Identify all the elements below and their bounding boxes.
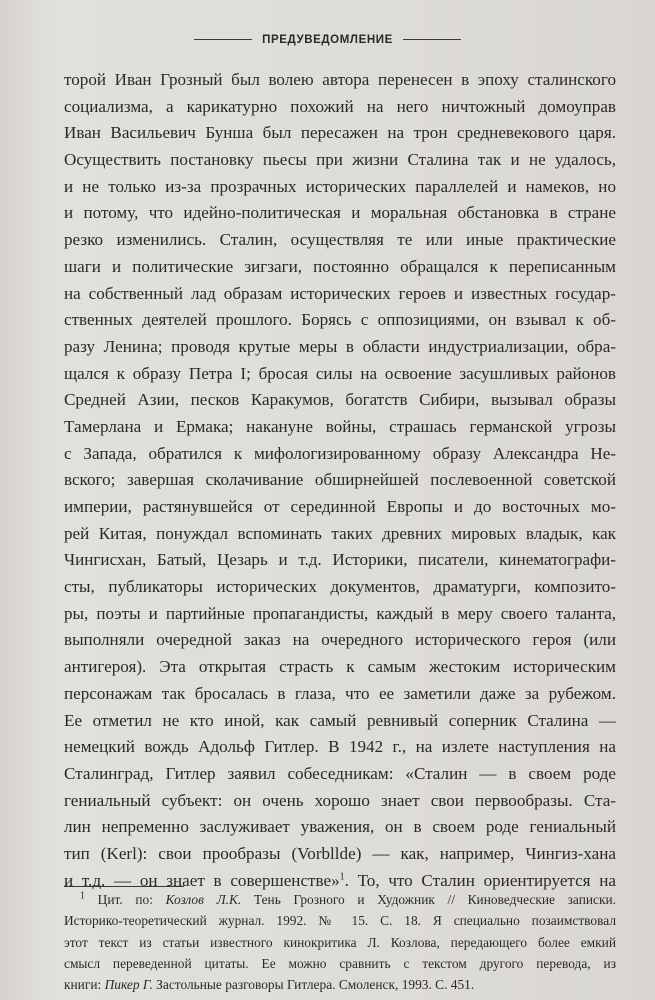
text-line: разу Ленина; проводя крутые меры в области индустриализации, обра-	[64, 336, 616, 356]
text-line: Тамерлана и Ермака; накануне войны, страшась германской угрозы	[64, 416, 616, 436]
text-line: и не только из-за прозрачных исторических параллелей и намеков, но	[64, 176, 616, 196]
footnote-fragment: книги:	[64, 977, 105, 993]
text-line: немецкий вождь Адольф Гитлер. В 1942 г., на излете наступления на	[64, 737, 616, 757]
header-rule-left	[194, 39, 252, 40]
header-title: ПРЕДУВЕДОМЛЕНИЕ	[262, 34, 393, 46]
text-line: с Запада, обратился к мифологизированному образу Александра Не-	[64, 443, 616, 463]
text-line: Средней Азии, песков Каракумов, богатств Сибири, вызывал образы	[64, 390, 616, 410]
main-text	[64, 67, 616, 894]
footnote-line: Историко-теоретический журнал. 1992. № 15. С. 18. Я специально позаимствовал	[64, 913, 616, 929]
footnote-separator	[64, 886, 184, 887]
text-line: персонажам так бросалась в глаза, что ее заметили даже за рубежом.	[64, 683, 616, 703]
footnote-reference[interactable]: 1	[339, 870, 345, 882]
text-line: лин непременно заслуживает уважения, он в своем роде гениальный	[64, 817, 616, 837]
text-line: сты, публикаторы исторических документов, драматурги, композито-	[64, 577, 616, 597]
text-line: на собственный лад образам исторических героев и известных государ-	[64, 283, 616, 303]
text-line: торой Иван Грозный был волею автора перенесен в эпоху сталинского	[64, 70, 616, 89]
text-line: щался к образу Петра I; бросая силы на освоение засушливых районов	[64, 363, 616, 383]
text-line: Ее отметил не кто иной, как самый ревнивый соперник Сталина —	[64, 710, 616, 730]
footnote-fragment: Застольные разговоры Гитлера. Смоленск, 1993. С. 451.	[152, 977, 475, 993]
text-line: вского; завершая сколачивание обширнейшей послевоенной советской	[64, 470, 616, 490]
footnote-marker: 1	[80, 890, 85, 902]
text-line: и потому, что идейно-политическая и моральная обстановка в стране	[64, 203, 616, 223]
text-line: резко изменились. Сталин, осуществляя те или иные практические	[64, 230, 616, 250]
footnote-author: Пикер Г.	[104, 977, 153, 993]
text-line: антигероя). Эта открытая страсть к самым жестоким историческим	[64, 657, 616, 677]
text-line: ственных деятелей прошлого. Борясь с оппозициями, он взывал к об-	[64, 310, 616, 330]
footnotes	[64, 889, 616, 995]
text-line: Чингисхан, Батый, Цезарь и т.д. Историки, писатели, кинематографи-	[64, 550, 616, 570]
text-line: Осуществить постановку пьесы при жизни Сталина так и не удалось,	[64, 150, 616, 170]
text-line: рей Китая, понуждал вспоминать таких древних мировых владык, как	[64, 523, 616, 543]
text-line: Иван Васильевич Бунша был пересажен на трон средневекового царя.	[64, 123, 616, 143]
footnote-fragment: Тень Грозного и Художник // Киноведческие записки.	[241, 892, 616, 907]
header-rule-right	[403, 39, 461, 40]
text-line: социализма, а карикатурно похожий на него ничтожный домоуправ	[64, 96, 616, 116]
text-fragment: и т.д. — он знает в совершенстве»	[64, 870, 340, 890]
running-header	[0, 34, 655, 46]
text-line: ры, поэты и партийные пропагандисты, каждый в меру своего таланта,	[64, 603, 616, 623]
text-line: тип (Kerl): свои прообразы (Vorbllde) — как, например, Чингиз-хана	[64, 843, 616, 863]
text-line: империи, растянувшейся от серединной Европы и до восточных мо-	[64, 497, 616, 516]
footnote-author: Козлов Л.К.	[165, 892, 242, 907]
text-line: Сталинград, Гитлер заявил собеседникам: «Сталин — в своем роде	[64, 763, 616, 783]
footnote-fragment: Цит. по:	[97, 892, 166, 907]
footnote-line	[64, 974, 616, 995]
text-line: гениальный субъект: он очень хорошо знает свои первообразы. Ста-	[64, 790, 616, 810]
text-fragment: . То, что Сталин ориентируется на	[344, 870, 616, 890]
footnote-line: смысл переведенной цитаты. Ее можно сравнить с текстом другого перевода, из	[64, 955, 616, 971]
text-line: шаги и политические зигзаги, постоянно обращался к переписанным	[64, 256, 616, 276]
footnote-line	[64, 889, 616, 910]
text-line: выполняли очередной заказ на очередного исторического героя (или	[64, 630, 616, 650]
footnote-line: этот текст из статьи известного кинокритика Л. Козлова, передающего более емкий	[64, 934, 616, 950]
